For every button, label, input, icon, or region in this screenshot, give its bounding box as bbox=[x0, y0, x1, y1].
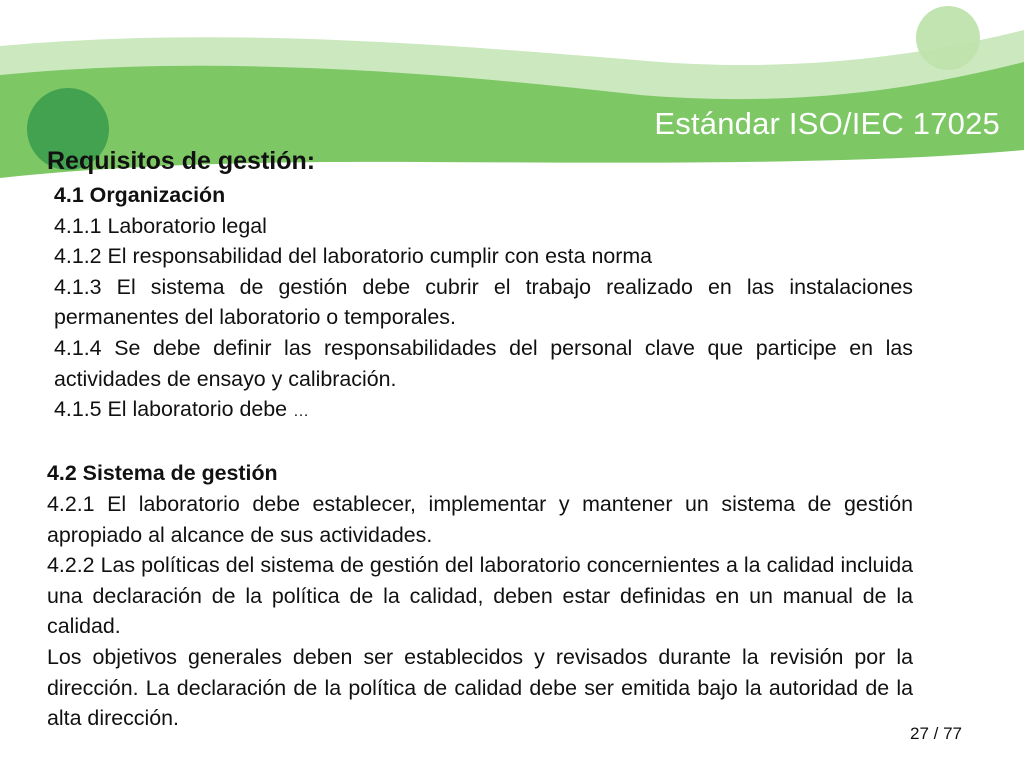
section-1-item-4: 4.1.4 Se debe definir las responsabilidades del personal clave que participe en las actividades de ensayo y calibración. bbox=[54, 335, 913, 391]
section-spacer bbox=[47, 428, 913, 459]
decorative-circle-light bbox=[916, 6, 980, 70]
ellipsis: … bbox=[293, 403, 310, 421]
section-2-item-1: 4.2.1 El laboratorio debe establecer, implementar y mantener un sistema de gestión apropiado al alcance de sus actividades. bbox=[47, 491, 913, 547]
section-1-item-5-text: 4.1.5 El laboratorio debe bbox=[54, 397, 288, 422]
section-1-item-3: 4.1.3 El sistema de gestión debe cubrir el trabajo realizado en las instalaciones permanentes del laboratorio o temporales. bbox=[54, 274, 913, 330]
content-heading: Requisitos de gestión: bbox=[47, 147, 316, 175]
section-1-item-5 bbox=[47, 394, 913, 428]
section-2-item-3: Los objetivos generales deben ser establecidos y revisados durante la revisión por la dirección. La declaración de la política de calidad debe ser emitida bajo la autoridad de la alta dirección. bbox=[47, 644, 913, 731]
section-1-title: 4.1 Organización bbox=[54, 183, 226, 207]
section-1-item-2: 4.1.2 El responsabilidad del laboratorio cumplir con esta norma bbox=[54, 244, 653, 269]
slide-content bbox=[47, 145, 913, 734]
page-number: 27 / 77 bbox=[910, 724, 962, 743]
section-2-item-2: 4.2.2 Las políticas del sistema de gestión del laboratorio concernientes a la calidad incluida una declaración de la política de la calidad, deben estar definidas en un manual de la calidad. bbox=[47, 553, 913, 639]
slide-title: Estándar ISO/IEC 17025 bbox=[654, 106, 1000, 141]
section-2-title: 4.2 Sistema de gestión bbox=[47, 461, 278, 486]
section-1-item-1: 4.1.1 Laboratorio legal bbox=[54, 213, 267, 238]
